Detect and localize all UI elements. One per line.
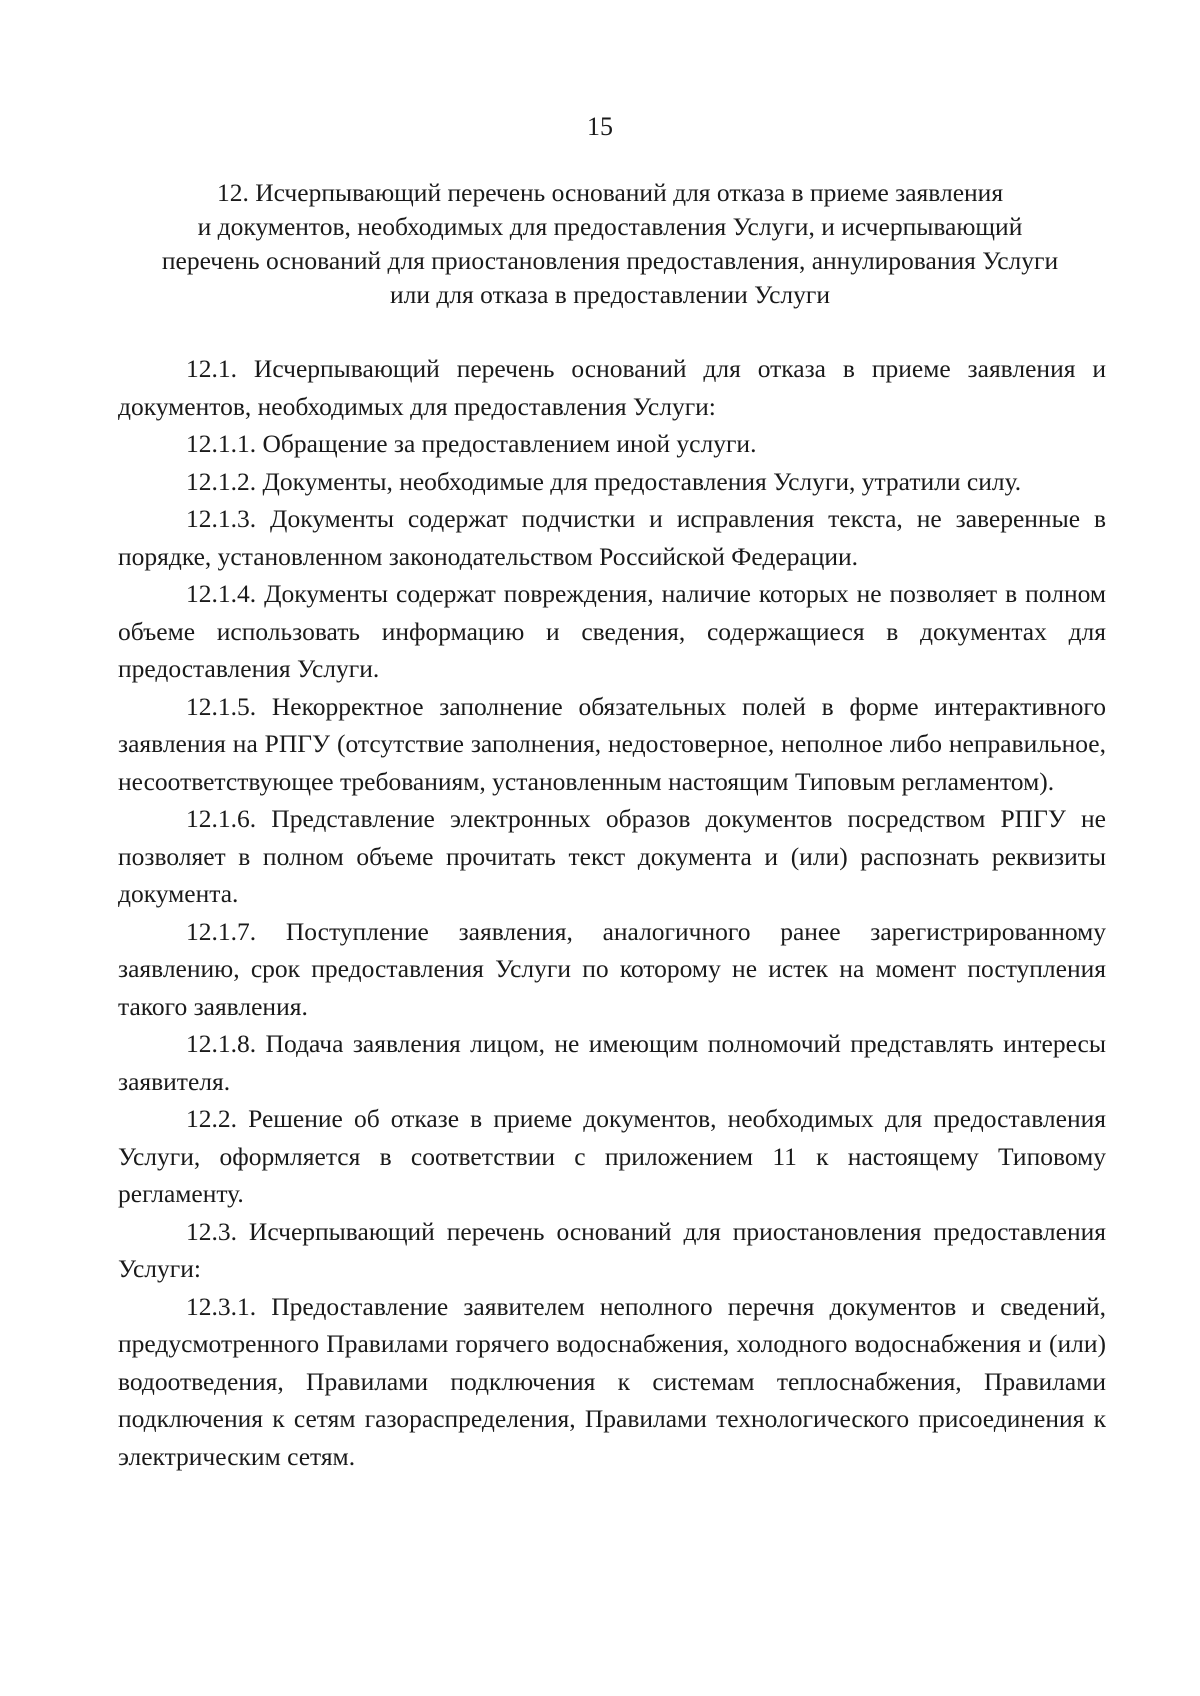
- section-heading-line: или для отказа в предоставлении Услуги: [389, 280, 831, 309]
- paragraph-12-1-1: 12.1.1. Обращение за предоставлением иной услуги.: [186, 429, 757, 458]
- paragraph-12-1-5: 12.1.5. Некорректное заполнение обязательных полей в форме интерактивного заявления на РПГУ (отсутствие заполнения, недостоверное, неполное либо неправильное, несоответствующее требованиям, установленным настоящим Типовым регламентом).: [118, 691, 1106, 796]
- paragraph-12-3: 12.3. Исчерпывающий перечень оснований для приостановления предоставления Услуги:: [118, 1216, 1106, 1283]
- paragraph-12-1: 12.1. Исчерпывающий перечень оснований для отказа в приеме заявления и документов, необходимых для предоставления Услуги:: [118, 354, 1106, 421]
- paragraph-12-1-2: 12.1.2. Документы, необходимые для предоставления Услуги, утратили силу.: [186, 466, 1022, 496]
- paragraph-12-3-1: 12.3.1. Предоставление заявителем неполного перечня документов и сведений, предусмотренного Правилами горячего водоснабжения, холодного водоснабжения и (или) водоотведения, Правилами подключения к системам теплоснабжения, Правилами подключения к сетям газораспределения, Правилами технологического присоединения к электрическим сетям.: [118, 1291, 1106, 1471]
- paragraph-12-1-6: 12.1.6. Представление электронных образов документов посредством РПГУ не позволяет в полном объеме прочитать текст документа и (или) распознать реквизиты документа.: [118, 804, 1106, 908]
- paragraph-12-2: 12.2. Решение об отказе в приеме документов, необходимых для предоставления Услуги, оформляется в соответствии с приложением 11 к настоящему Типовому регламенту.: [118, 1104, 1106, 1208]
- section-heading-line: перечень оснований для приостановления предоставления, аннулирования Услуги: [161, 246, 1059, 275]
- section-heading: [120, 176, 1100, 312]
- section-heading-line: и документов, необходимых для предоставления Услуги, и исчерпывающий: [197, 212, 1023, 241]
- paragraph-12-1-8: 12.1.8. Подача заявления лицом, не имеющим полномочий представлять интересы заявителя.: [118, 1029, 1106, 1096]
- paragraph-12-1-3: 12.1.3. Документы содержат подчистки и исправления текста, не заверенные в порядке, установленном законодательством Российской Федерации.: [118, 504, 1106, 571]
- paragraph-12-1-4: 12.1.4. Документы содержат повреждения, наличие которых не позволяет в полном объеме использовать информацию и сведения, содержащиеся в документах для предоставления Услуги.: [118, 579, 1106, 683]
- paragraph-12-1-7: 12.1.7. Поступление заявления, аналогичного ранее зарегистрированному заявлению, срок предоставления Услуги по которому не истек на момент поступления такого заявления.: [118, 916, 1106, 1021]
- section-heading-line: 12. Исчерпывающий перечень оснований для отказа в приеме заявления: [216, 178, 1004, 207]
- document-body: [118, 350, 1106, 1475]
- page-number: 15: [587, 112, 613, 141]
